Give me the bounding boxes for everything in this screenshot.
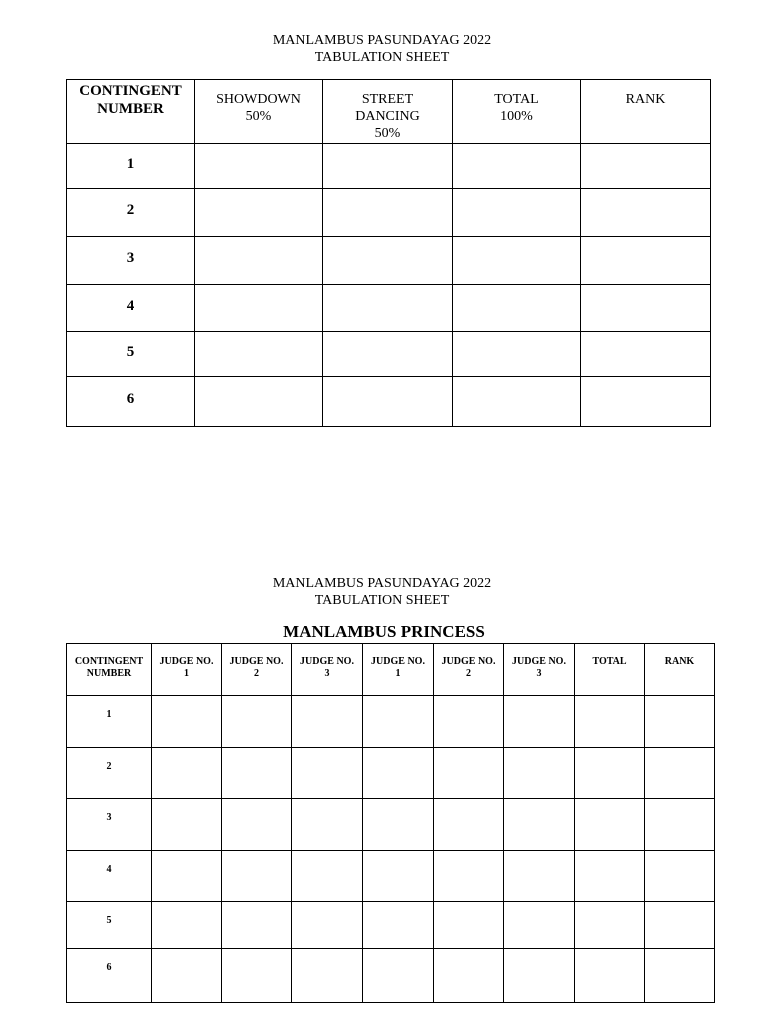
header-line: 50% — [245, 109, 272, 124]
showdown-score-cell[interactable] — [195, 285, 323, 332]
header-line: JUDGE NO. — [159, 656, 214, 667]
header-line: 2 — [254, 668, 259, 679]
score-cell[interactable] — [152, 696, 222, 748]
table-row — [67, 748, 715, 799]
contingent-number-cell — [67, 696, 152, 748]
table-row — [67, 949, 715, 1003]
category-title: MANLAMBUS PRINCESS — [283, 622, 485, 641]
contingent-number: 6 — [106, 962, 112, 973]
score-cell[interactable] — [504, 696, 575, 748]
rank-cell[interactable] — [581, 377, 711, 427]
header-judge-2 — [222, 644, 292, 696]
score-cell[interactable] — [434, 696, 504, 748]
score-cell[interactable] — [152, 902, 222, 949]
rank-cell[interactable] — [581, 285, 711, 332]
header-line: RANK — [625, 92, 666, 107]
rank-cell[interactable] — [645, 696, 715, 748]
score-cell[interactable] — [504, 851, 575, 902]
header-judge-1 — [152, 644, 222, 696]
score-cell[interactable] — [363, 949, 434, 1003]
table2-header-row — [67, 644, 715, 696]
total-score-cell[interactable] — [575, 748, 645, 799]
contingent-number-cell: 5 — [67, 332, 195, 377]
header-line: STREET — [361, 92, 414, 107]
header-judge-1b — [363, 644, 434, 696]
street-dancing-score-cell[interactable] — [323, 189, 453, 237]
header-contingent-number — [67, 644, 152, 696]
header-judge-3b — [504, 644, 575, 696]
total-score-cell[interactable] — [575, 949, 645, 1003]
showdown-score-cell[interactable] — [195, 189, 323, 237]
total-score-cell[interactable] — [453, 285, 581, 332]
header-line: NUMBER — [97, 101, 164, 117]
table-row — [67, 237, 711, 285]
rank-cell[interactable] — [645, 902, 715, 949]
header-line: 3 — [536, 668, 542, 679]
sheet1-heading — [0, 32, 766, 66]
contingent-number-cell — [67, 949, 152, 1003]
sheet2-sheet-title: TABULATION SHEET — [314, 593, 450, 608]
total-score-cell[interactable] — [453, 189, 581, 237]
header-street-dancing — [323, 80, 453, 144]
contingent-number-cell — [67, 902, 152, 949]
header-line: JUDGE NO. — [512, 656, 566, 667]
score-cell[interactable] — [152, 851, 222, 902]
header-line: JUDGE NO. — [300, 656, 354, 667]
table-row — [67, 189, 711, 237]
score-cell[interactable] — [152, 949, 222, 1003]
header-total — [453, 80, 581, 144]
street-dancing-score-cell[interactable] — [323, 332, 453, 377]
score-cell[interactable] — [152, 748, 222, 799]
showdown-score-cell[interactable] — [195, 377, 323, 427]
total-score-cell[interactable] — [453, 144, 581, 189]
score-cell[interactable] — [292, 851, 363, 902]
contingent-number-cell — [67, 851, 152, 902]
header-line: RANK — [664, 656, 695, 667]
header-line: JUDGE NO. — [371, 656, 425, 667]
contingent-number-cell — [67, 748, 152, 799]
score-cell[interactable] — [434, 949, 504, 1003]
rank-cell[interactable] — [645, 799, 715, 851]
header-judge-2b — [434, 644, 504, 696]
score-cell[interactable] — [363, 851, 434, 902]
showdown-score-cell[interactable] — [195, 332, 323, 377]
score-cell[interactable] — [222, 799, 292, 851]
total-score-cell[interactable] — [575, 799, 645, 851]
header-line: NUMBER — [86, 668, 132, 679]
score-cell[interactable] — [292, 902, 363, 949]
score-cell[interactable] — [504, 748, 575, 799]
street-dancing-score-cell[interactable] — [323, 237, 453, 285]
table-row — [67, 144, 711, 189]
table-row — [67, 285, 711, 332]
score-cell[interactable] — [363, 696, 434, 748]
street-dancing-score-cell[interactable] — [323, 377, 453, 427]
sheet1-sheet-title: TABULATION SHEET — [314, 50, 450, 65]
header-line: TOTAL — [494, 92, 539, 107]
header-showdown — [195, 80, 323, 144]
score-cell[interactable] — [292, 799, 363, 851]
total-score-cell[interactable] — [453, 377, 581, 427]
header-line: SHOWDOWN — [216, 92, 301, 107]
score-cell[interactable] — [222, 851, 292, 902]
contingent-number: 5 — [106, 915, 112, 926]
contingent-number-cell: 4 — [67, 285, 195, 332]
score-cell[interactable] — [152, 799, 222, 851]
header-line: TOTAL — [592, 656, 627, 667]
table-row — [67, 851, 715, 902]
contingent-number: 2 — [106, 761, 112, 772]
rank-cell[interactable] — [645, 748, 715, 799]
score-cell[interactable] — [222, 949, 292, 1003]
header-rank — [581, 80, 711, 144]
rank-cell[interactable] — [581, 237, 711, 285]
score-cell[interactable] — [292, 696, 363, 748]
header-line: 3 — [324, 668, 330, 679]
rank-cell[interactable] — [581, 189, 711, 237]
street-dancing-score-cell[interactable] — [323, 144, 453, 189]
table-row — [67, 799, 715, 851]
sheet2-event-title: MANLAMBUS PASUNDAYAG 2022 — [272, 576, 492, 591]
contingent-number-cell: 2 — [67, 189, 195, 237]
total-score-cell[interactable] — [575, 851, 645, 902]
header-line: CONTINGENT — [74, 656, 144, 667]
contingent-number-cell: 1 — [67, 144, 195, 189]
header-rank — [645, 644, 715, 696]
header-contingent-number — [67, 80, 195, 144]
showdown-score-cell[interactable] — [195, 237, 323, 285]
header-line: 1 — [395, 668, 401, 679]
total-score-cell[interactable] — [575, 696, 645, 748]
header-line: JUDGE NO. — [441, 656, 496, 667]
header-line: 100% — [500, 109, 533, 124]
contingent-number-cell: 3 — [67, 237, 195, 285]
score-cell[interactable] — [363, 748, 434, 799]
rank-cell[interactable] — [645, 851, 715, 902]
contingent-number-cell — [67, 799, 152, 851]
header-line: 1 — [184, 668, 189, 679]
header-line: JUDGE NO. — [229, 656, 284, 667]
contingent-number: 1 — [106, 709, 112, 720]
rank-cell[interactable] — [581, 332, 711, 377]
header-total — [575, 644, 645, 696]
score-cell[interactable] — [363, 902, 434, 949]
header-judge-3 — [292, 644, 363, 696]
score-cell[interactable] — [434, 799, 504, 851]
total-score-cell[interactable] — [453, 237, 581, 285]
table-row — [67, 696, 715, 748]
score-cell[interactable] — [504, 949, 575, 1003]
total-score-cell[interactable] — [453, 332, 581, 377]
showdown-score-cell[interactable] — [195, 144, 323, 189]
score-cell[interactable] — [363, 799, 434, 851]
score-cell[interactable] — [434, 748, 504, 799]
score-cell[interactable] — [434, 902, 504, 949]
header-line: DANCING — [355, 109, 420, 124]
rank-cell[interactable] — [581, 144, 711, 189]
score-cell[interactable] — [292, 748, 363, 799]
contingent-number-cell: 6 — [67, 377, 195, 427]
total-score-cell[interactable] — [575, 902, 645, 949]
score-cell[interactable] — [222, 748, 292, 799]
contingent-number: 4 — [106, 864, 112, 875]
header-line: 50% — [374, 126, 401, 141]
score-cell[interactable] — [292, 949, 363, 1003]
header-line: CONTINGENT — [79, 83, 182, 99]
sheet1-event-title: MANLAMBUS PASUNDAYAG 2022 — [272, 33, 492, 48]
header-line: 2 — [466, 668, 471, 679]
table-row — [67, 377, 711, 427]
contingent-number: 3 — [106, 812, 112, 823]
tabulation-table-1 — [66, 79, 711, 427]
score-cell[interactable] — [504, 902, 575, 949]
tabulation-table-2 — [66, 643, 715, 1003]
score-cell[interactable] — [504, 799, 575, 851]
street-dancing-score-cell[interactable] — [323, 285, 453, 332]
table-row — [67, 902, 715, 949]
score-cell[interactable] — [222, 902, 292, 949]
score-cell[interactable] — [434, 851, 504, 902]
table1-header-row — [67, 80, 711, 144]
table-row — [67, 332, 711, 377]
rank-cell[interactable] — [645, 949, 715, 1003]
score-cell[interactable] — [222, 696, 292, 748]
sheet2-heading — [0, 575, 766, 609]
